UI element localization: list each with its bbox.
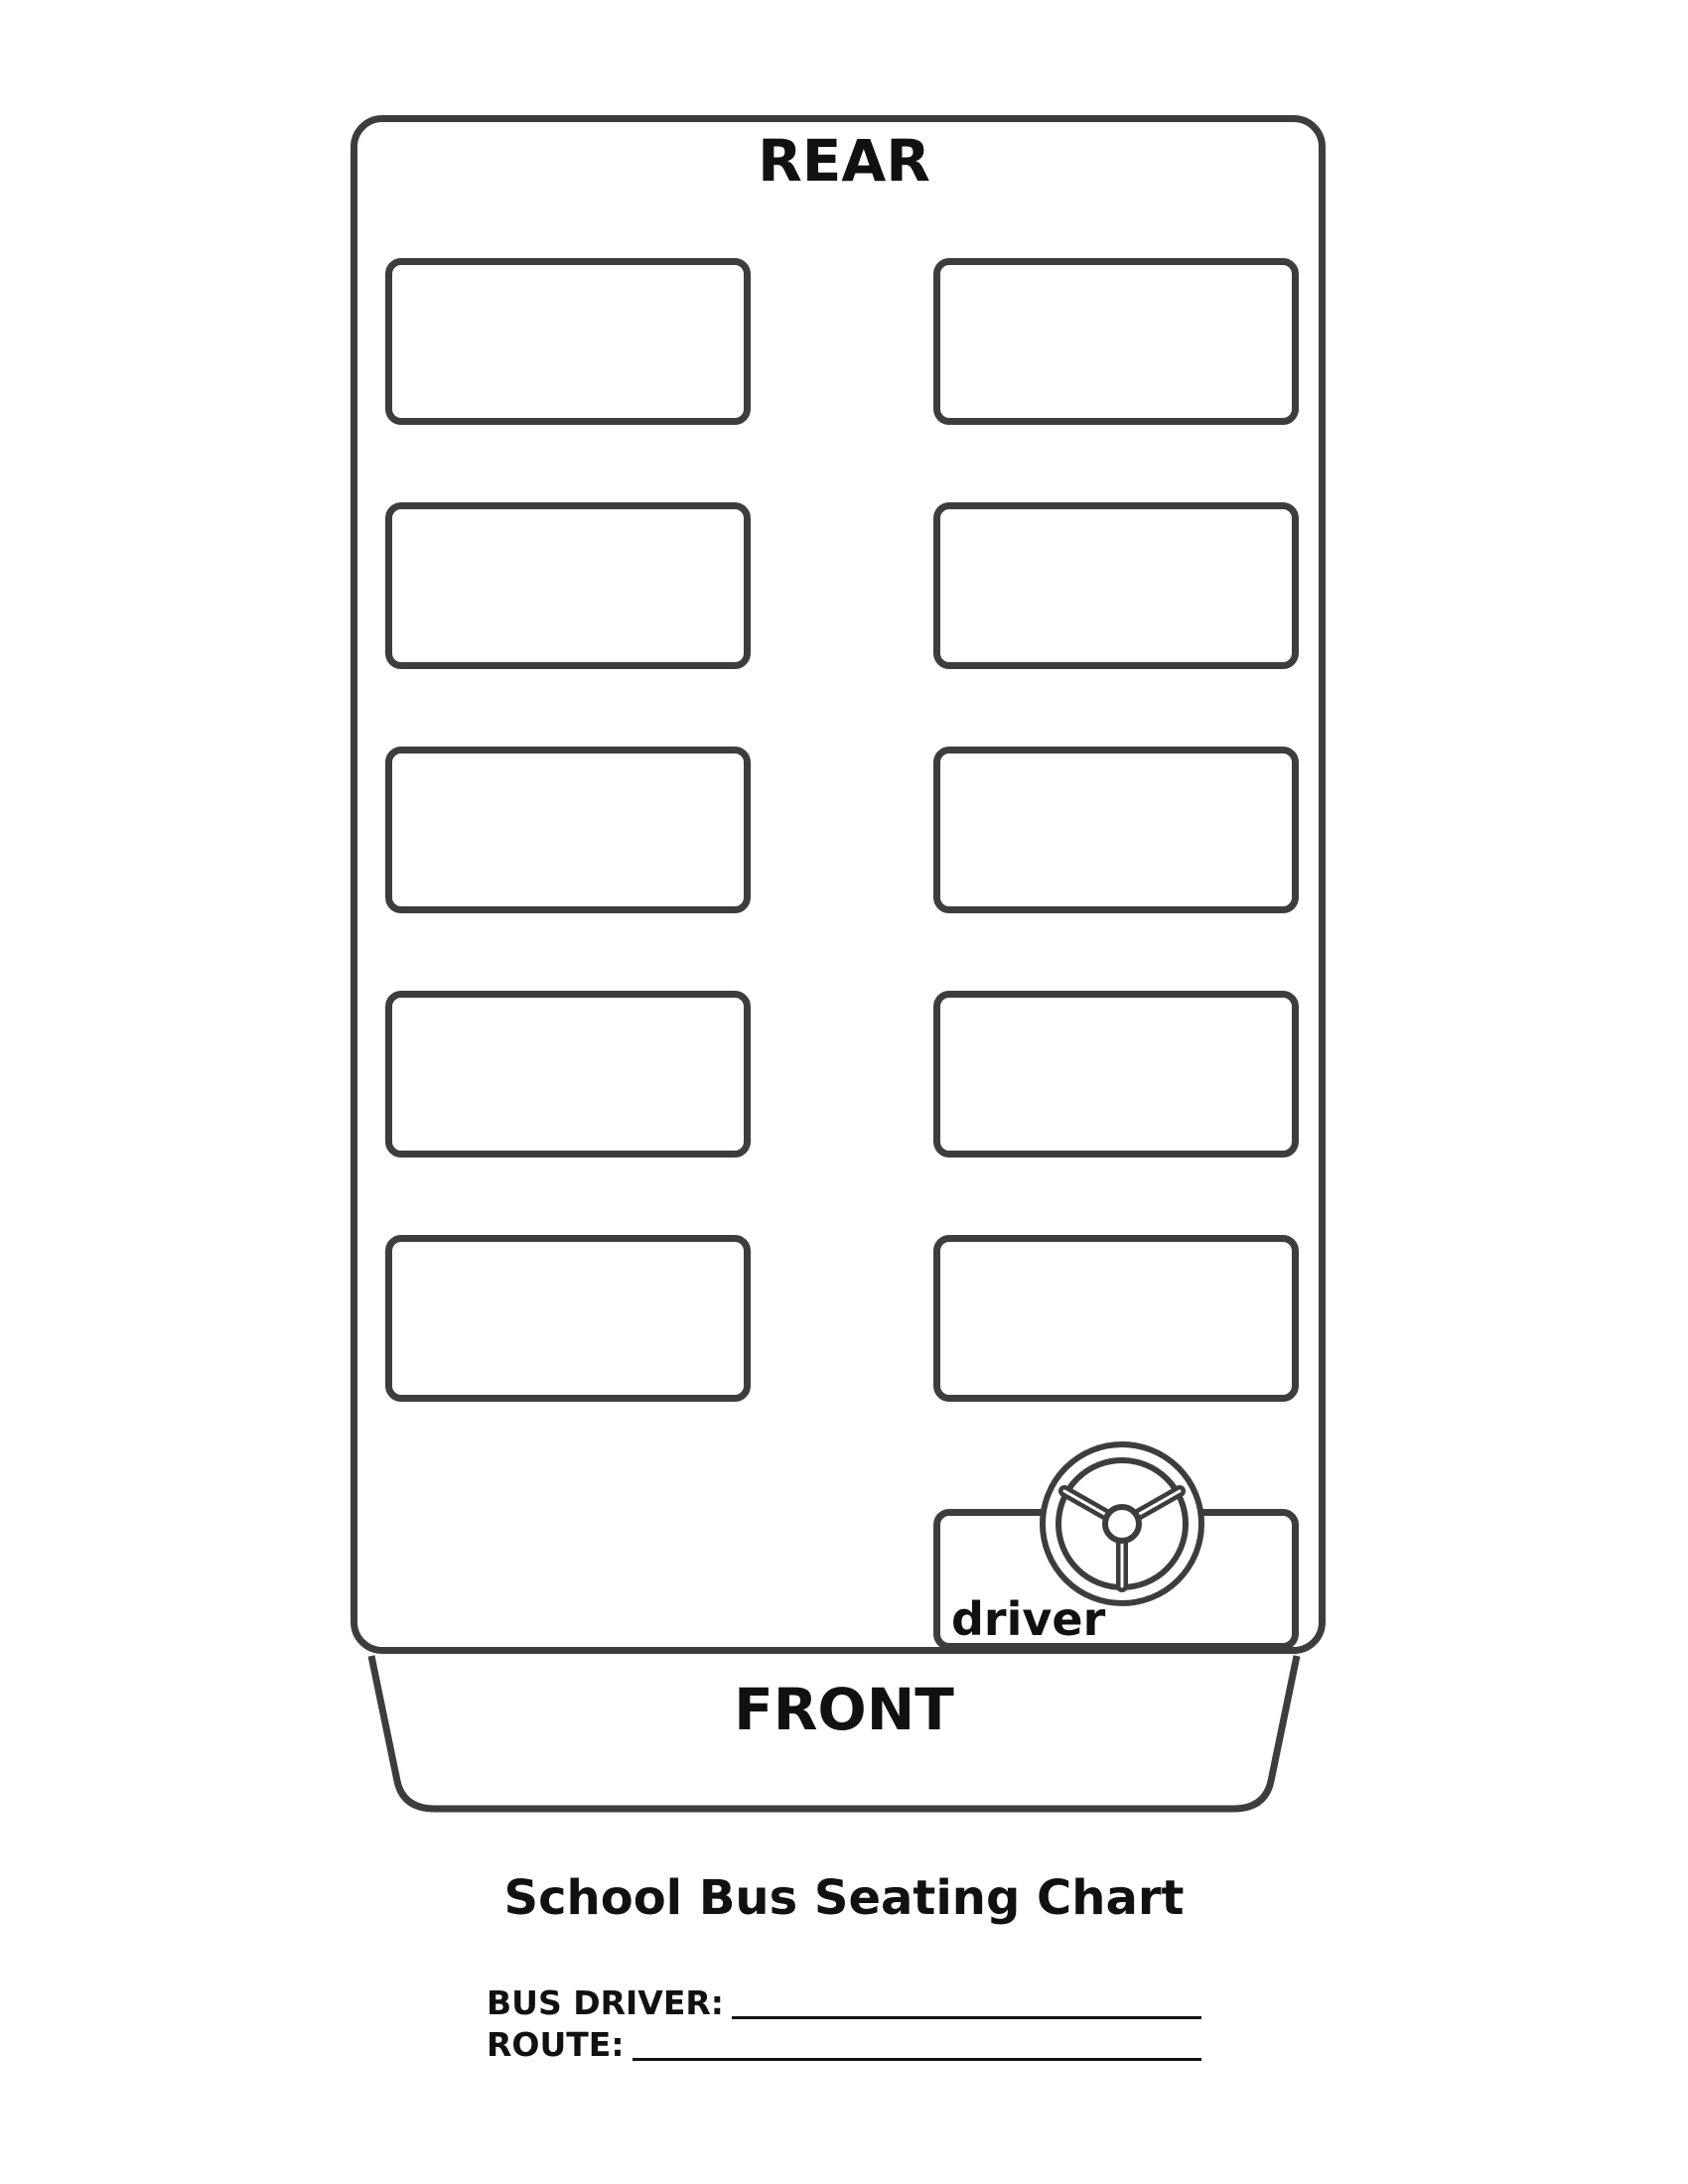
- seat-row5-right[interactable]: [933, 1235, 1299, 1402]
- seat-row5-left[interactable]: [385, 1235, 751, 1402]
- front-label: FRONT: [734, 1676, 954, 1743]
- route-field: [487, 2017, 1201, 2064]
- rear-label: REAR: [758, 127, 930, 195]
- seat-row2-left[interactable]: [385, 502, 751, 669]
- route-label: ROUTE:: [487, 2025, 625, 2064]
- bus-driver-label: BUS DRIVER:: [487, 1983, 724, 2022]
- seat-row1-left[interactable]: [385, 258, 751, 425]
- seat-row4-right[interactable]: [933, 991, 1299, 1158]
- steering-wheel-icon: [1038, 1439, 1206, 1608]
- seat-row4-left[interactable]: [385, 991, 751, 1158]
- bus-driver-field: [487, 1976, 1201, 2022]
- seat-row1-right[interactable]: [933, 258, 1299, 425]
- bus-driver-line[interactable]: [732, 1982, 1201, 2019]
- chart-title: School Bus Seating Chart: [503, 1870, 1185, 1926]
- seat-row3-left[interactable]: [385, 747, 751, 913]
- route-line[interactable]: [633, 2024, 1201, 2061]
- driver-label: driver: [951, 1592, 1106, 1646]
- seat-row3-right[interactable]: [933, 747, 1299, 913]
- seat-row2-right[interactable]: [933, 502, 1299, 669]
